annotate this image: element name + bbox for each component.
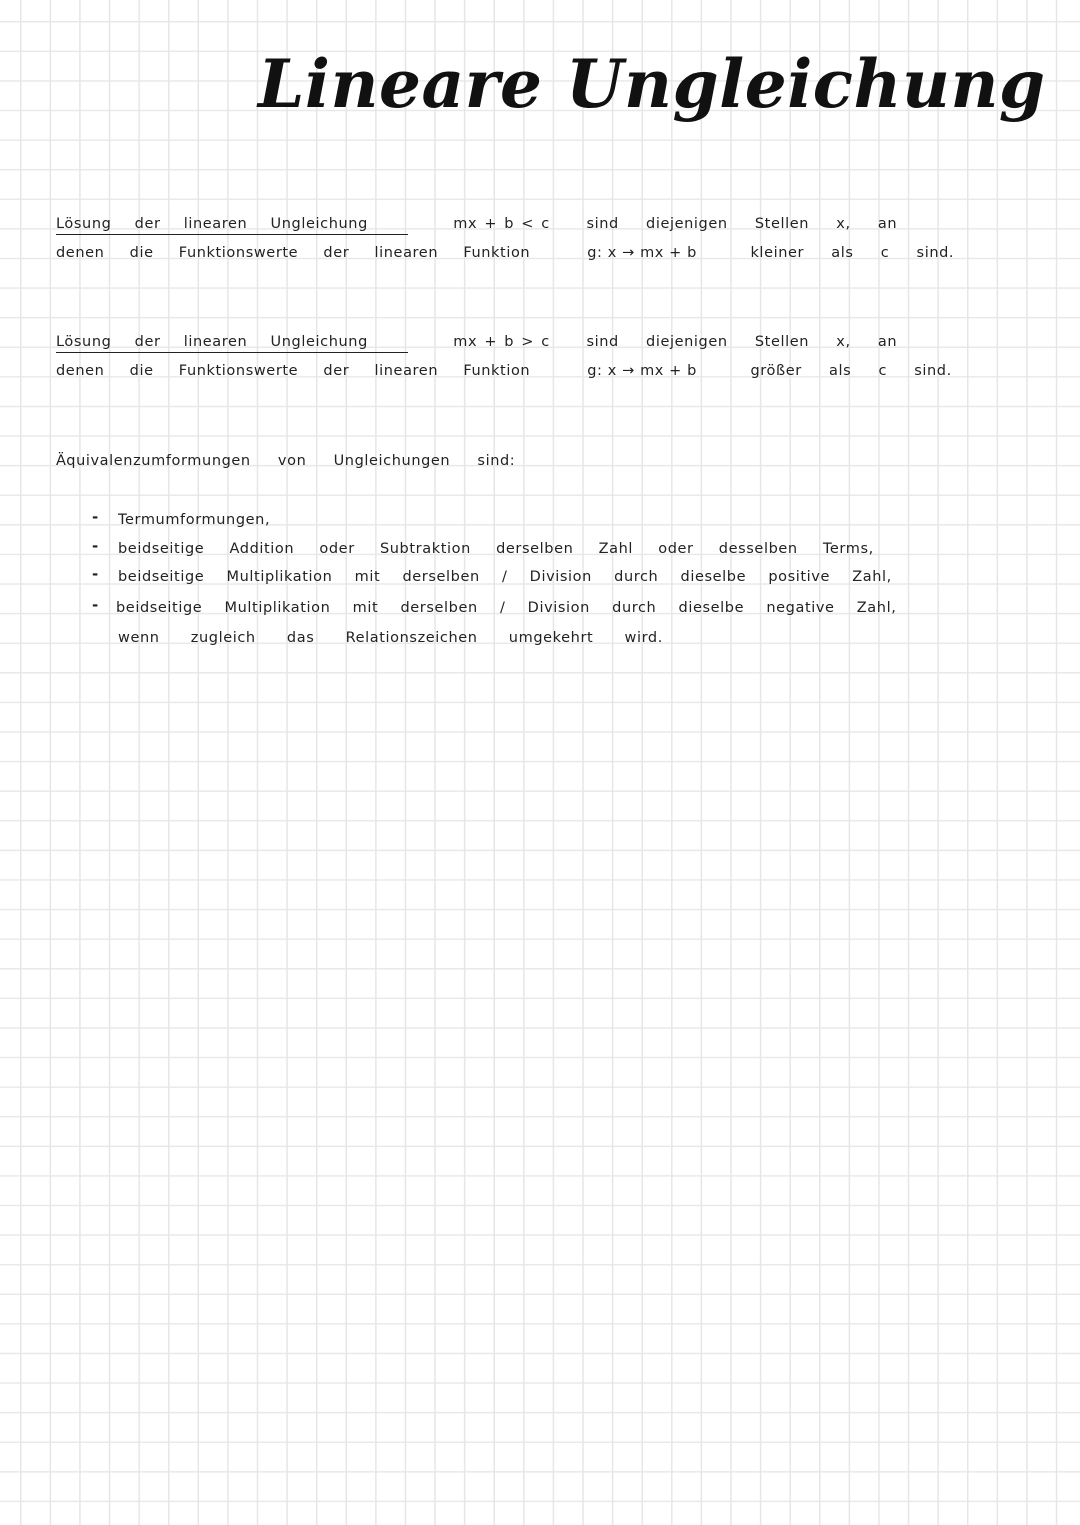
definition-1-formula: mx + b < c [453,216,550,232]
equivalence-heading: Äquivalenzumformungen von Ungleichungen sind: [56,453,516,469]
equivalence-item-4: beidseitige Multiplikation mit derselben / Division durch dieselbe negative Zahl, [116,600,897,616]
definition-2-formula: mx + b > c [453,334,550,350]
definition-1-rest: sind diejenigen Stellen x, an [586,216,898,232]
definition-1-line-1 [56,216,897,235]
definition-1-line-2 [56,245,954,261]
definition-1-start: denen die Funktionswerte der linearen Funktion [56,245,531,261]
definition-2-rest: sind diejenigen Stellen x, an [586,334,898,350]
definition-1-mapping: g: x → mx + b [587,245,697,261]
definition-2-term: Lösung der linearen Ungleichung [56,334,408,353]
equivalence-continuation: wenn zugleich das Relationszeichen umgekehrt wird. [118,630,663,646]
definition-2-line-1 [56,334,897,353]
bullet-marker: - [92,508,99,526]
definition-1-term: Lösung der linearen Ungleichung [56,216,408,235]
definition-2-start: denen die Funktionswerte der linearen Funktion [56,363,531,379]
definition-2-end: größer als c sind. [750,363,952,379]
equivalence-item-1: Termumformungen, [118,512,271,528]
definition-2-line-2 [56,363,952,379]
definition-1-end: kleiner als c sind. [750,245,955,261]
equivalence-item-3: beidseitige Multiplikation mit derselben / Division durch dieselbe positive Zahl, [118,569,892,585]
bullet-marker: - [92,565,99,583]
definition-2-mapping: g: x → mx + b [587,363,697,379]
page-title: Lineare Ungleichung [258,45,1046,123]
bullet-marker: - [92,596,99,614]
bullet-marker: - [92,537,99,555]
equivalence-item-2: beidseitige Addition oder Subtraktion derselben Zahl oder desselben Terms, [118,541,874,557]
